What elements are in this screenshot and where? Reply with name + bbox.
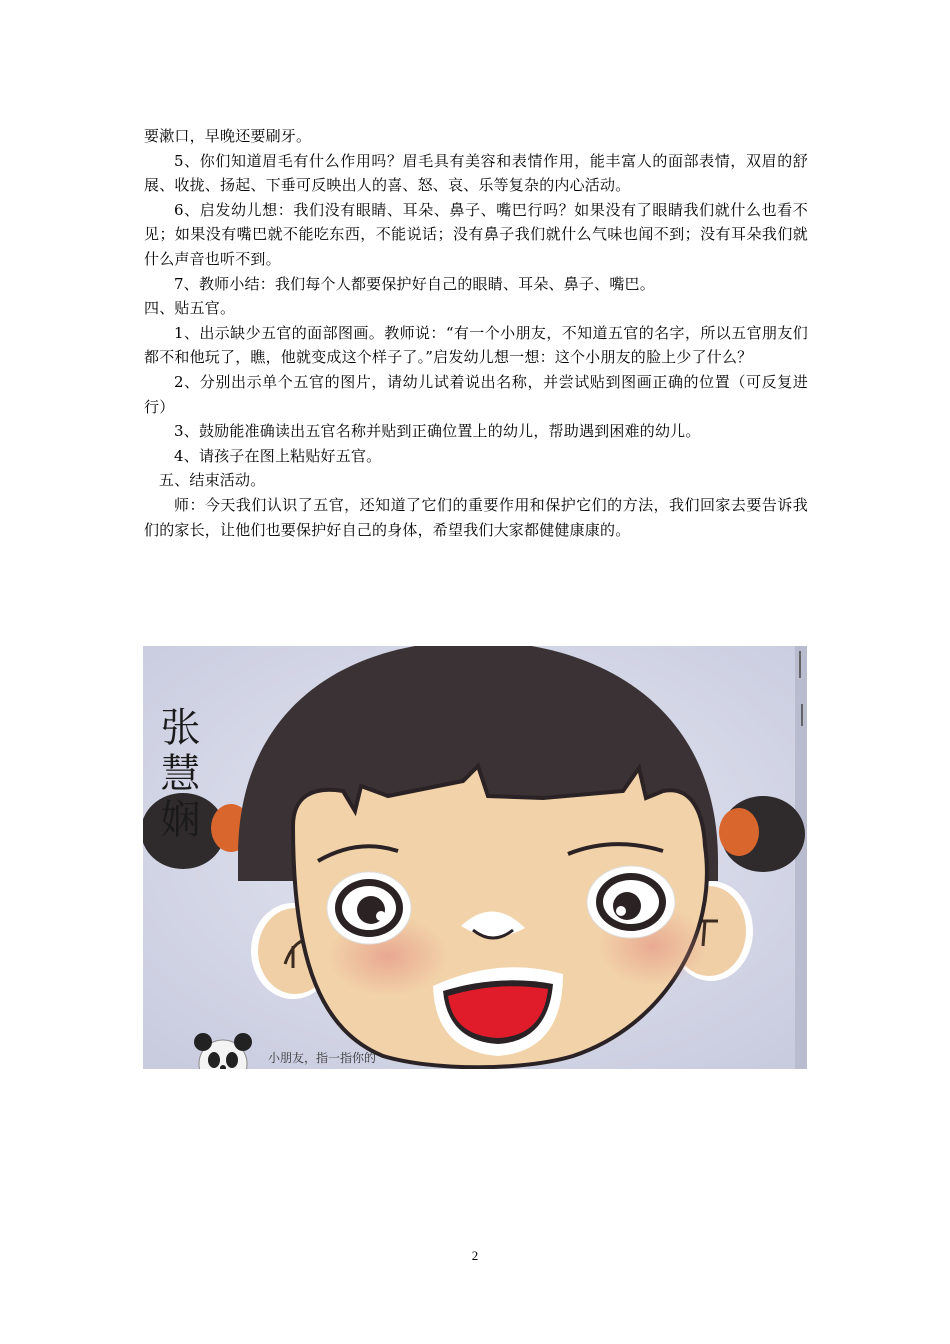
face-illustration-photo <box>143 646 807 1069</box>
document-body <box>144 124 808 542</box>
paragraph-continuation: 要漱口，早晚还要刷牙。 <box>144 127 312 145</box>
paragraph-step-1: 1、出示缺少五官的面部图画。教师说：“有一个小朋友，不知道五官的名字，所以五官朋友们都不和他玩了，瞧，他就变成这个样子了。”启发幼儿想一想：这个小朋友的脸上少了什么？ <box>144 323 808 367</box>
paragraph-step-4: 4、请孩子在图上粘贴好五官。 <box>174 446 382 465</box>
paragraph-closing: 师：今天我们认识了五官，还知道了它们的重要作用和保护它们的方法，我们回家去要告诉我们的家长，让他们也要保护好自己的身体，希望我们大家都健健康康的。 <box>144 495 808 539</box>
page-number: 2 <box>471 1248 479 1263</box>
paragraph-item-6: 6、启发幼儿想：我们没有眼睛、耳朵、鼻子、嘴巴行吗？如果没有了眼睛我们就什么也看不见；如果没有嘴巴就不能吃东西，不能说话；没有鼻子我们就什么气味也闻不到；没有耳朵我们就什么声音也听不到。 <box>144 200 808 268</box>
handwritten-name: 张慧娴 <box>155 706 199 844</box>
eye-right <box>587 866 675 938</box>
section-heading-4: 四、贴五官。 <box>144 299 236 318</box>
paragraph-item-5: 5、你们知道眉毛有什么作用吗？眉毛具有美容和表情作用，能丰富人的面部表情，双眉的舒展、收拢、扬起、下垂可反映出人的喜、怒、哀、乐等复杂的内心活动。 <box>144 151 808 195</box>
figure-caption: 小朋友，指一指你的 <box>268 1051 377 1065</box>
paragraph-step-3: 3、鼓励能准确读出五官名称并贴到正确位置上的幼儿，帮助遇到困难的幼儿。 <box>174 422 701 441</box>
paragraph-item-7: 7、教师小结：我们每个人都要保护好自己的眼睛、耳朵、鼻子、嘴巴。 <box>174 274 655 293</box>
paragraph-step-2: 2、分别出示单个五官的图片，请幼儿试着说出名称，并尝试贴到图画正确的位置（可反复进行） <box>144 372 808 416</box>
section-heading-5: 五、结束活动。 <box>159 471 266 490</box>
eye-left <box>327 872 411 944</box>
